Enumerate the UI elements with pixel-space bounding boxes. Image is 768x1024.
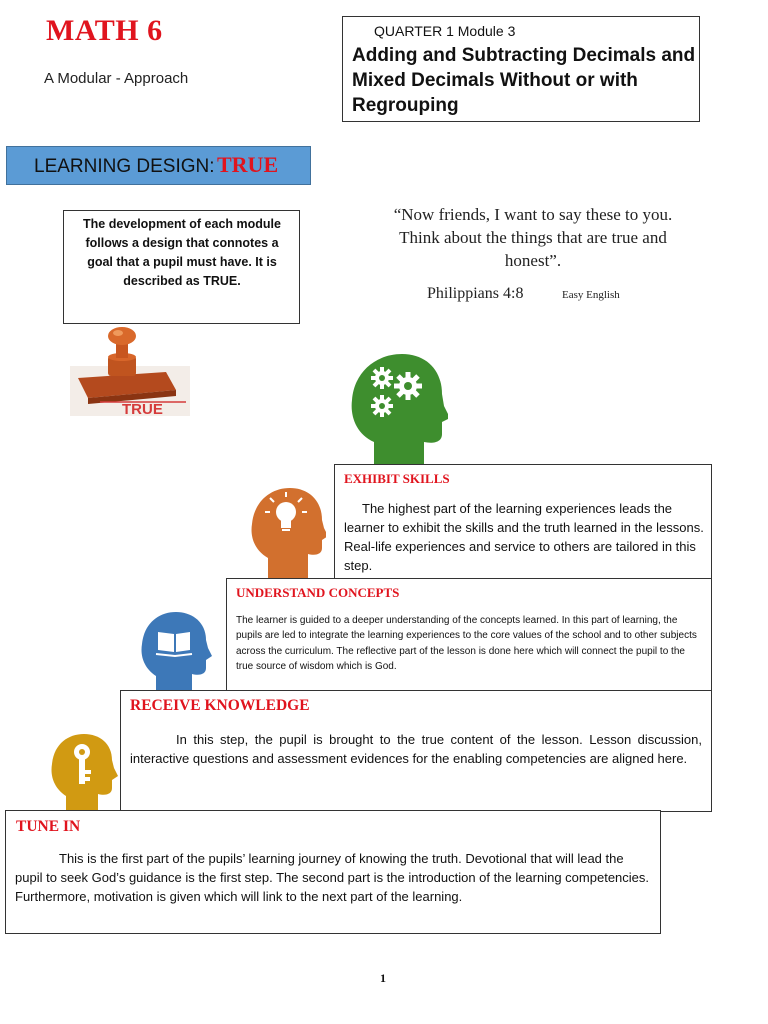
book-head-icon [138,608,212,694]
module-title: Adding and Subtracting Decimals and Mixed Decimals Without or with Regrouping [352,45,696,116]
exhibit-skills-title: EXHIBIT SKILLS [344,471,450,486]
receive-knowledge-text: In this step, the pupil is brought to the true content of the lesson. Lesson discussion, interactive questions and assessment evidences for the enabling competencies are aligned here. [130,732,702,766]
tune-in-title: TUNE IN [16,818,81,835]
page-subtitle: A Modular - Approach [44,70,189,87]
lightbulb-head-icon [248,484,326,578]
learning-design-label: LEARNING DESIGN: [34,156,215,177]
understand-concepts-title: UNDERSTAND CONCEPTS [236,585,400,600]
exhibit-skills-text: The highest part of the learning experiences leads the learner to exhibit the skills and the truth learned in the lessons. Real-life experiences and service to others are tailored in this step. [344,501,704,573]
receive-knowledge-title: RECEIVE KNOWLEDGE [130,697,310,714]
learning-design-acronym: TRUE [217,152,279,177]
page-title: MATH 6 [46,14,163,47]
quarter-module-label: QUARTER 1 Module 3 [374,23,516,39]
understand-concepts-text: The learner is guided to a deeper understanding of the concepts learned. In this part of learning, the pupils are led to integrate the learning experiences to the core values of the school and to other subjects across the curriculum. The reflective part of the lesson is done here which will connect the pupil to the true source of wisdom which is God. [236,615,697,672]
key-head-icon [50,730,118,814]
tune-in-text: This is the first part of the pupils’ learning journey of knowing the truth. Devotional that will lead the pupil to seek God’s guidance is the first step. The second part is the introduction of the learning competencies. Furthermore, motivation is given which will link to the next part of the learning. [15,851,650,904]
stamp-word: TRUE [122,401,163,416]
gears-head-icon [346,350,448,468]
bible-version: Easy English [562,289,620,301]
bible-reference: Philippians 4:8 [427,285,524,302]
design-description: The development of each module follows a design that connotes a goal that a pupil must have. It is described as TRUE. [83,217,281,288]
page-number: 1 [380,971,386,985]
bible-quote: “Now friends, I want to say these to you. Think about the things that are true and honest”. [393,205,673,270]
rubber-stamp-icon [70,326,190,416]
